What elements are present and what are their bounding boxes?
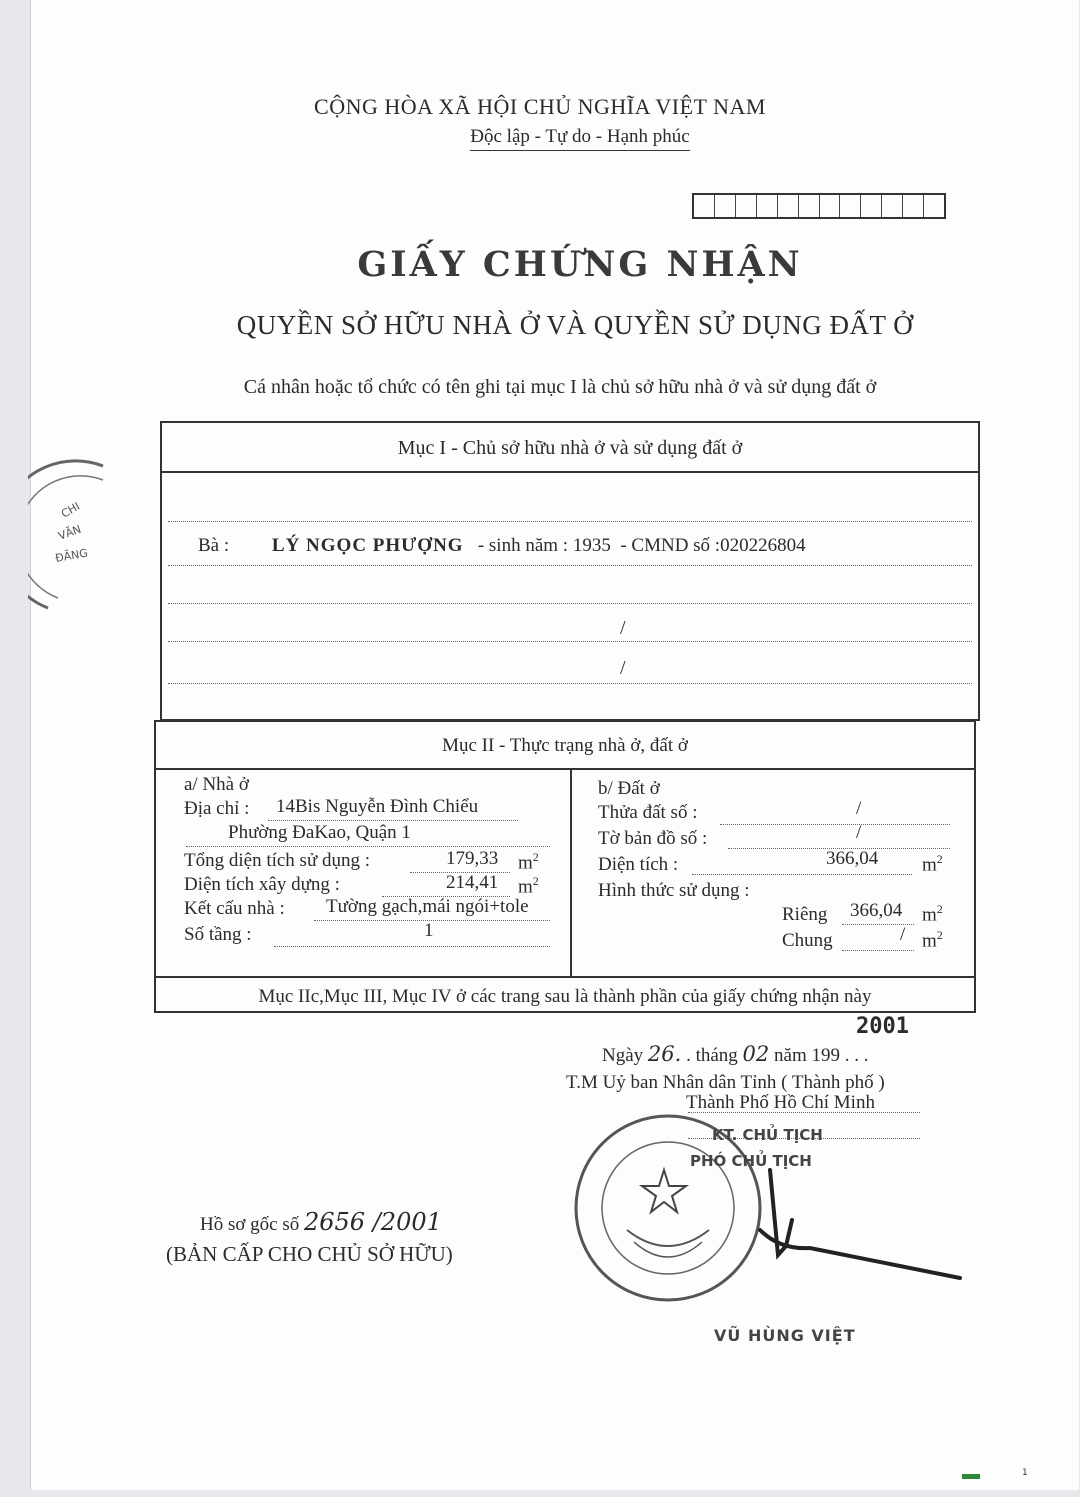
- svg-text:CHI: CHI: [59, 499, 83, 521]
- certificate-subtitle: QUYỀN SỞ HỮU NHÀ Ở VÀ QUYỀN SỬ DỤNG ĐẤT Ở: [236, 310, 914, 340]
- dotted-line: [168, 521, 972, 522]
- issuing-authority: T.M Uỷ ban Nhân dân Tỉnh ( Thành phố ): [566, 1072, 885, 1093]
- total-area-value: 179,33: [446, 848, 499, 869]
- owner-line: [198, 535, 806, 557]
- left-edge-seal: [28, 458, 108, 622]
- unit-m2: $m^2$: [922, 928, 943, 952]
- dotted-line: [168, 641, 972, 642]
- unit-m2: $m^2$: [922, 902, 943, 926]
- signer-title-1: KT. CHỦ TỊCH: [712, 1126, 823, 1144]
- dotted-line: [168, 603, 972, 604]
- day-value: 26.: [647, 1042, 682, 1066]
- record-number: 2656 /2001: [304, 1208, 442, 1236]
- section-property-footer: Mục IIc,Mục III, Mục IV ở các trang sau là thành phần của giấy chứng nhận này: [156, 976, 974, 1013]
- total-area-label: Tổng diện tích sử dụng :: [184, 850, 371, 871]
- floors-value: 1: [424, 920, 434, 941]
- owner-id-card: - CMND số :020226804: [620, 535, 806, 556]
- owner-name: LÝ NGỌC PHƯỢNG: [271, 535, 464, 556]
- address-line2: Phường ĐaKao, Quận 1: [228, 822, 411, 843]
- map-sheet-value: /: [856, 822, 862, 843]
- signer-title-2: PHÓ CHỦ TỊCH: [690, 1152, 812, 1170]
- usage-form-label: Hình thức sử dụng :: [598, 880, 750, 901]
- house-column: [156, 768, 572, 976]
- owner-prefix: Bà :: [198, 535, 230, 556]
- build-area-value: 214,41: [446, 872, 499, 893]
- page-indicator-bar: [962, 1474, 980, 1479]
- address-label: Địa chỉ :: [184, 798, 250, 819]
- section-property-status: [154, 720, 976, 1013]
- serial-number-box: [692, 193, 946, 219]
- blank-slash: /: [620, 617, 626, 639]
- country-name: CỘNG HÒA XÃ HỘI CHỦ NGHĨA VIỆT NAM: [314, 94, 766, 119]
- parcel-value: /: [856, 798, 862, 819]
- land-column: [570, 768, 974, 976]
- record-number-line: [200, 1208, 442, 1236]
- dotted-line: [168, 683, 972, 684]
- build-area-label: Diện tích xây dựng :: [184, 874, 340, 895]
- land-area-label: Diện tích :: [598, 854, 679, 875]
- section-owner: [160, 421, 980, 721]
- land-label: b/ Đất ở: [598, 778, 660, 799]
- handwritten-year: 2001: [856, 1014, 909, 1039]
- structure-label: Kết cấu nhà :: [184, 898, 285, 919]
- unit-m2: $m^2$: [922, 852, 943, 876]
- structure-value: Tường gạch,mái ngói+tole: [326, 896, 529, 917]
- record-label: Hồ sơ gốc số: [200, 1214, 300, 1235]
- shared-area-value: /: [900, 924, 906, 945]
- house-label: a/ Nhà ở: [184, 774, 249, 795]
- svg-text:ĐĂNG: ĐĂNG: [54, 546, 89, 565]
- certificate-intro: Cá nhân hoặc tổ chức có tên ghi tại mục I là chủ sở hữu nhà ở và sử dụng đất ở: [243, 376, 877, 398]
- svg-text:VĂN: VĂN: [56, 522, 83, 543]
- private-area-value: 366,04: [850, 900, 903, 921]
- issuing-city: Thành Phố Hồ Chí Minh: [686, 1092, 875, 1113]
- floors-label: Số tầng :: [184, 924, 252, 945]
- unit-m2: $m^2$: [518, 874, 539, 898]
- signer-name: VŨ HÙNG VIỆT: [714, 1326, 856, 1345]
- parcel-label: Thửa đất số :: [598, 802, 698, 823]
- motto-text: Độc lập - Tự do - Hạnh phúc: [470, 126, 689, 151]
- month-value: 02: [742, 1042, 770, 1066]
- copy-note: (BẢN CẤP CHO CHỦ SỞ HỮU): [166, 1242, 453, 1266]
- section-property-heading: Mục II - Thực trạng nhà ở, đất ở: [156, 722, 974, 770]
- unit-m2: $m^2$: [518, 850, 539, 874]
- motto: [0, 126, 1080, 148]
- certificate-title: GIẤY CHỨNG NHẬN: [357, 244, 803, 285]
- map-sheet-label: Tờ bản đồ số :: [598, 828, 708, 849]
- handwritten-signature: [700, 1160, 970, 1294]
- date-line: Ngày 26. . tháng 02 năm 199 . . .: [602, 1042, 869, 1066]
- page-number: 1: [1022, 1468, 1028, 1478]
- address-line1: 14Bis Nguyễn Đình Chiểu: [276, 796, 479, 817]
- blank-slash: /: [620, 657, 626, 679]
- section-owner-heading: Mục I - Chủ sở hữu nhà ở và sử dụng đất ở: [162, 423, 978, 473]
- dotted-line: [168, 565, 972, 566]
- shared-label: Chung: [782, 930, 833, 951]
- owner-birth-year: - sinh năm : 1935: [477, 535, 611, 556]
- land-area-value: 366,04: [826, 848, 879, 869]
- private-label: Riêng: [782, 904, 828, 925]
